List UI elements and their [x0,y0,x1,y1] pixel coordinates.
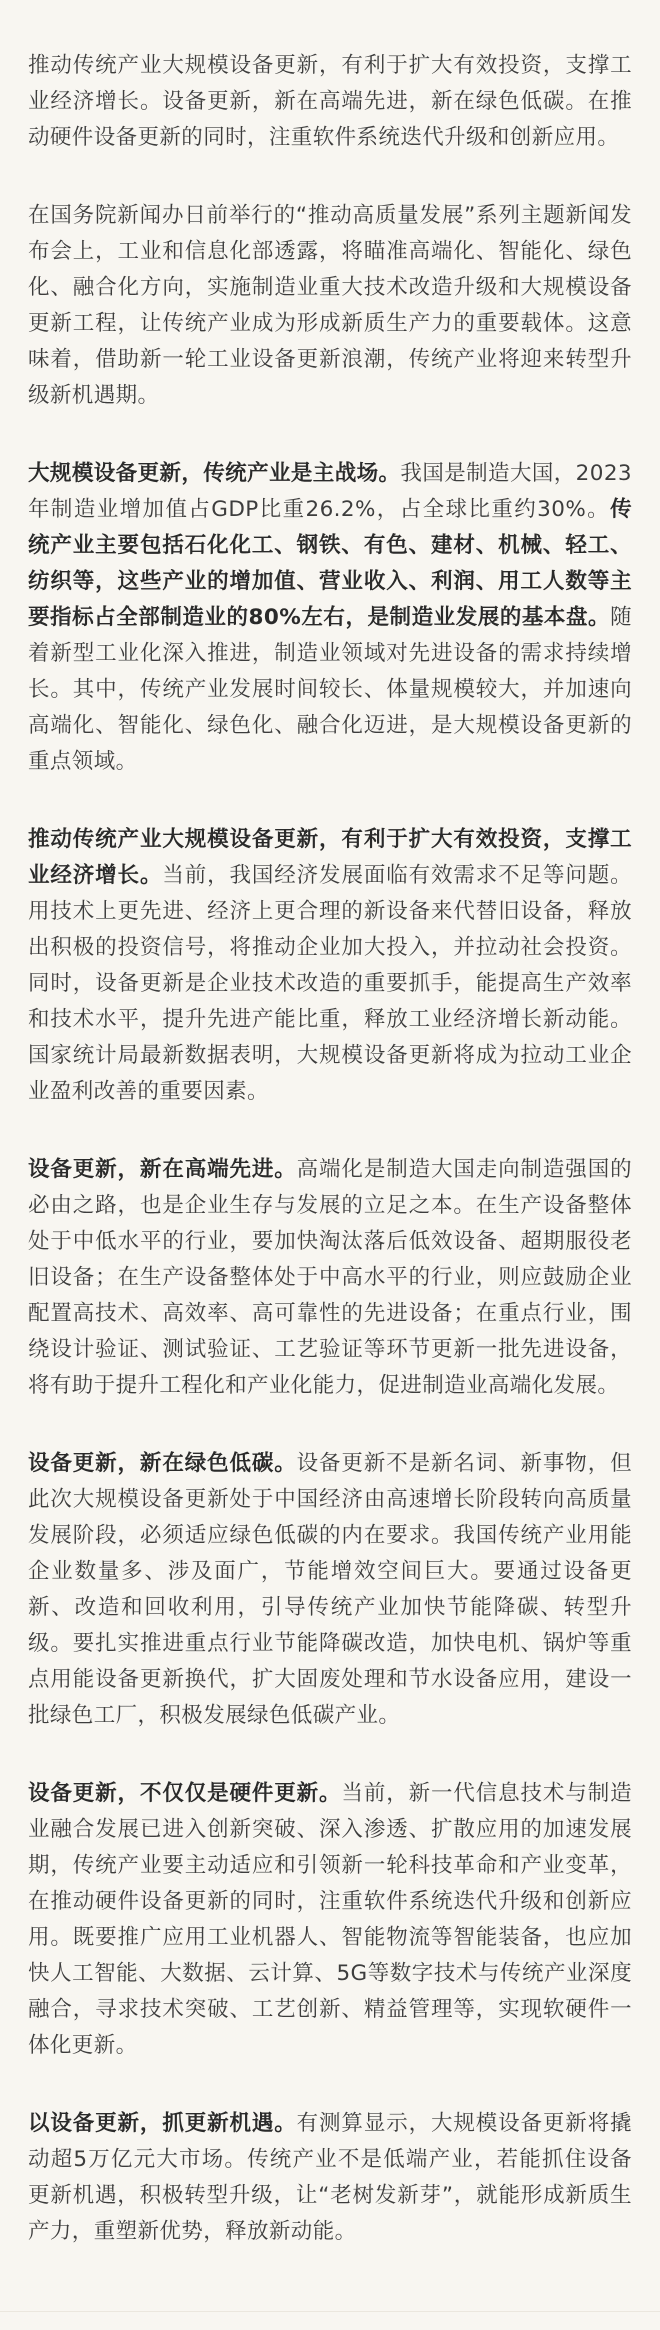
paragraph-text: 高端化是制造大国走向制造强国的必由之路，也是企业生存与发展的立足之本。在生产设备整体处于中低水平的行业，要加快淘汰落后低效设备、超期服役老旧设备；在生产设备整体处于中高水平的行业，则应鼓励企业配置高技术、高效率、高可靠性的先进设备；在重点行业，围绕设计验证、测试验证、工艺验证等环节更新一批先进设备，将有助于提升工程化和产业化能力，促进制造业高端化发展。 [28,1157,632,1398]
paragraph-text: 我国是制造大国，2023年制造业增加值占GDP比重26.2%，占全球比重约30%。 [28,461,632,522]
paragraph-lead: 设备更新，不仅仅是硬件更新。 [28,1781,342,1806]
paragraph-main-battlefield [28,456,632,780]
paragraph-press-conference [28,198,632,414]
paragraph-lead: 设备更新，新在高端先进。 [28,1157,297,1182]
paragraph-lead: 设备更新，新在绿色低碳。 [28,1451,297,1476]
paragraph-text: 推动传统产业大规模设备更新，有利于扩大有效投资，支撑工业经济增长。设备更新，新在高端先进，新在绿色低碳。在推动硬件设备更新的同时，注重软件系统迭代升级和创新应用。 [28,53,632,150]
paragraph-high-end [28,1152,632,1404]
paragraph-text: 随着新型工业化深入推进，制造业领域对先进设备的需求持续增长。其中，传统产业发展时间较长、体量规模较大，并加速向高端化、智能化、绿色化、融合化迈进，是大规模设备更新的重点领域。 [28,605,632,774]
paragraph-emphasis: 传统产业主要包括石化化工、钢铁、有色、建材、机械、轻工、纺织等，这些产业的增加值、营业收入、利润、用工人数等主要指标占全部制造业的80%左右，是制造业发展的基本盘。 [28,497,632,630]
paragraph-intro [28,48,632,156]
paragraph-opportunity [28,2106,632,2250]
paragraph-investment [28,822,632,1110]
paragraph-text: 在国务院新闻办日前举行的“推动高质量发展”系列主题新闻发布会上，工业和信息化部透露，将瞄准高端化、智能化、绿色化、融合化方向，实施制造业重大技术改造升级和大规模设备更新工程，让传统产业成为形成新质生产力的重要载体。这意味着，借助新一轮工业设备更新浪潮，传统产业将迎来转型升级新机遇期。 [28,203,632,408]
paragraph-green [28,1446,632,1734]
bottom-divider [0,2311,660,2312]
paragraph-text: 设备更新不是新名词、新事物，但此次大规模设备更新处于中国经济由高速增长阶段转向高质量发展阶段，必须适应绿色低碳的内在要求。我国传统产业用能企业数量多、涉及面广，节能增效空间巨大。要通过设备更新、改造和回收利用，引导传统产业加快节能降碳、转型升级。要扎实推进重点行业节能降碳改造，加快电机、锅炉等重点用能设备更新换代，扩大固废处理和节水设备应用，建设一批绿色工厂，积极发展绿色低碳产业。 [28,1451,632,1728]
paragraph-lead: 以设备更新，抓更新机遇。 [28,2111,297,2136]
paragraph-text: 当前，新一代信息技术与制造业融合发展已进入创新突破、深入渗透、扩散应用的加速发展期，传统产业要主动适应和引领新一轮科技革命和产业变革，在推动硬件设备更新的同时，注重软件系统迭代升级和创新应用。既要推广应用工业机器人、智能物流等智能装备，也应加快人工智能、大数据、云计算、5G等数字技术与传统产业深度融合，寻求技术突破、工艺创新、精益管理等，实现软硬件一体化更新。 [28,1781,632,2058]
paragraph-text: 当前，我国经济发展面临有效需求不足等问题。用技术上更先进、经济上更合理的新设备来代替旧设备，释放出积极的投资信号，将推动企业加大投入，并拉动社会投资。同时，设备更新是企业技术改造的重要抓手，能提高生产效率和技术水平，提升先进产能比重，释放工业经济增长新动能。国家统计局最新数据表明，大规模设备更新将成为拉动工业企业盈利改善的重要因素。 [28,863,633,1104]
paragraph-text: 有测算显示，大规模设备更新将撬动超5万亿元大市场。传统产业不是低端产业，若能抓住设备更新机遇，积极转型升级，让“老树发新芽”，就能形成新质生产力，重塑新优势，释放新动能。 [28,2111,632,2244]
paragraph-lead: 推动传统产业大规模设备更新，有利于扩大有效投资，支撑工业经济增长。 [28,827,632,888]
paragraph-software [28,1776,632,2064]
paragraph-lead: 大规模设备更新，传统产业是主战场。 [28,461,401,486]
